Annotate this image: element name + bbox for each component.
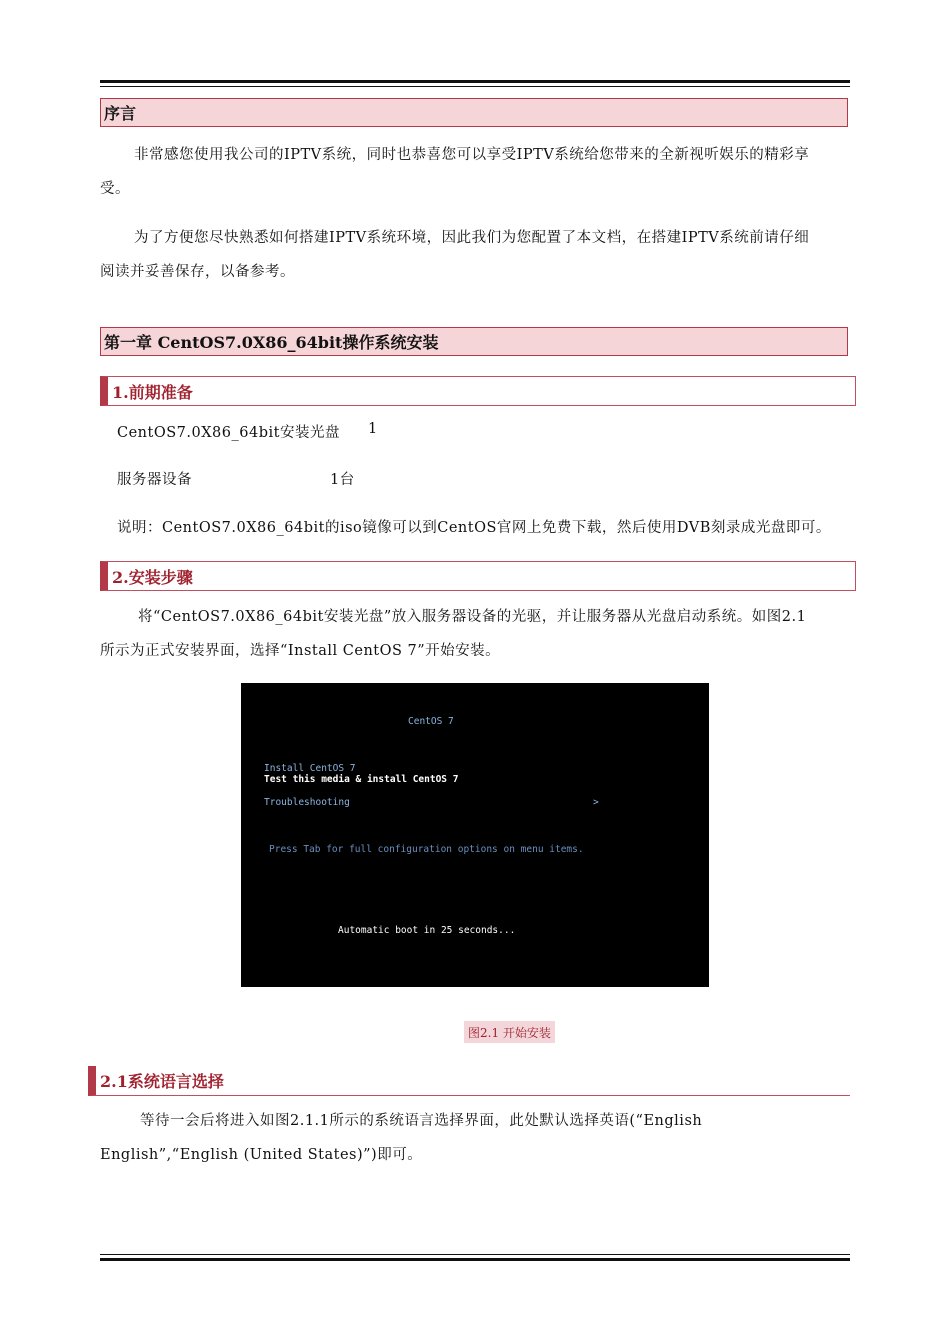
section1-heading: 1.前期准备: [100, 376, 856, 406]
prep-item2-qty: 1台: [330, 472, 355, 488]
install-para-line2: 所示为正式安装界面，选择“Install CentOS 7”开始安装。: [100, 643, 501, 659]
prep-item1-name: CentOS7.0X86_64bit安装光盘: [117, 425, 340, 441]
chapter1-heading: 第一章 CentOS7.0X86_64bit操作系统安装: [100, 327, 848, 356]
boot-countdown: Automatic boot in 25 seconds...: [338, 925, 516, 936]
chevron-right-icon: >: [593, 797, 599, 808]
lang-para-line2: English”,“English (United States)”)即可。: [100, 1147, 423, 1163]
prep-item2-name: 服务器设备: [117, 472, 192, 488]
preface-heading: 序言: [100, 98, 848, 127]
section2-heading: 2.安装步骤: [100, 561, 856, 591]
boot-hint: Press Tab for full configuration options on menu items.: [269, 844, 584, 855]
boot-menu-install: Install CentOS 7: [264, 763, 356, 774]
preface-para1-line2: 受。: [100, 181, 130, 197]
preface-para2-line1: 为了方便您尽快熟悉如何搭建IPTV系统环境，因此我们为您配置了本文档，在搭建IPTV系统前请仔细: [134, 230, 810, 246]
boot-menu-test: Test this media & install CentOS 7: [264, 774, 459, 785]
preface-para2-line2: 阅读并妥善保存，以备参考。: [100, 264, 295, 280]
boot-menu-troubleshoot: Troubleshooting: [264, 797, 350, 808]
boot-title: CentOS 7: [408, 716, 454, 727]
centos-boot-screen: [241, 683, 709, 987]
top-rule: [100, 80, 850, 87]
lang-para-line1: 等待一会后将进入如图2.1.1所示的系统语言选择界面，此处默认选择英语(“English: [140, 1113, 703, 1129]
install-para-line1: 将“CentOS7.0X86_64bit安装光盘”放入服务器设备的光驱，并让服务器从光盘启动系统。如图2.1: [138, 609, 807, 625]
prep-note: 说明：CentOS7.0X86_64bit的iso镜像可以到CentOS官网上免费下载，然后使用DVB刻录成光盘即可。: [117, 520, 831, 536]
bottom-rule: [100, 1254, 850, 1261]
figure-caption: 图2.1 开始安装: [464, 1021, 555, 1043]
section21-heading: 2.1系统语言选择: [88, 1066, 850, 1096]
preface-para1-line1: 非常感您使用我公司的IPTV系统，同时也恭喜您可以享受IPTV系统给您带来的全新视听娱乐的精彩享: [134, 147, 810, 163]
prep-item1-qty: 1: [368, 421, 378, 437]
